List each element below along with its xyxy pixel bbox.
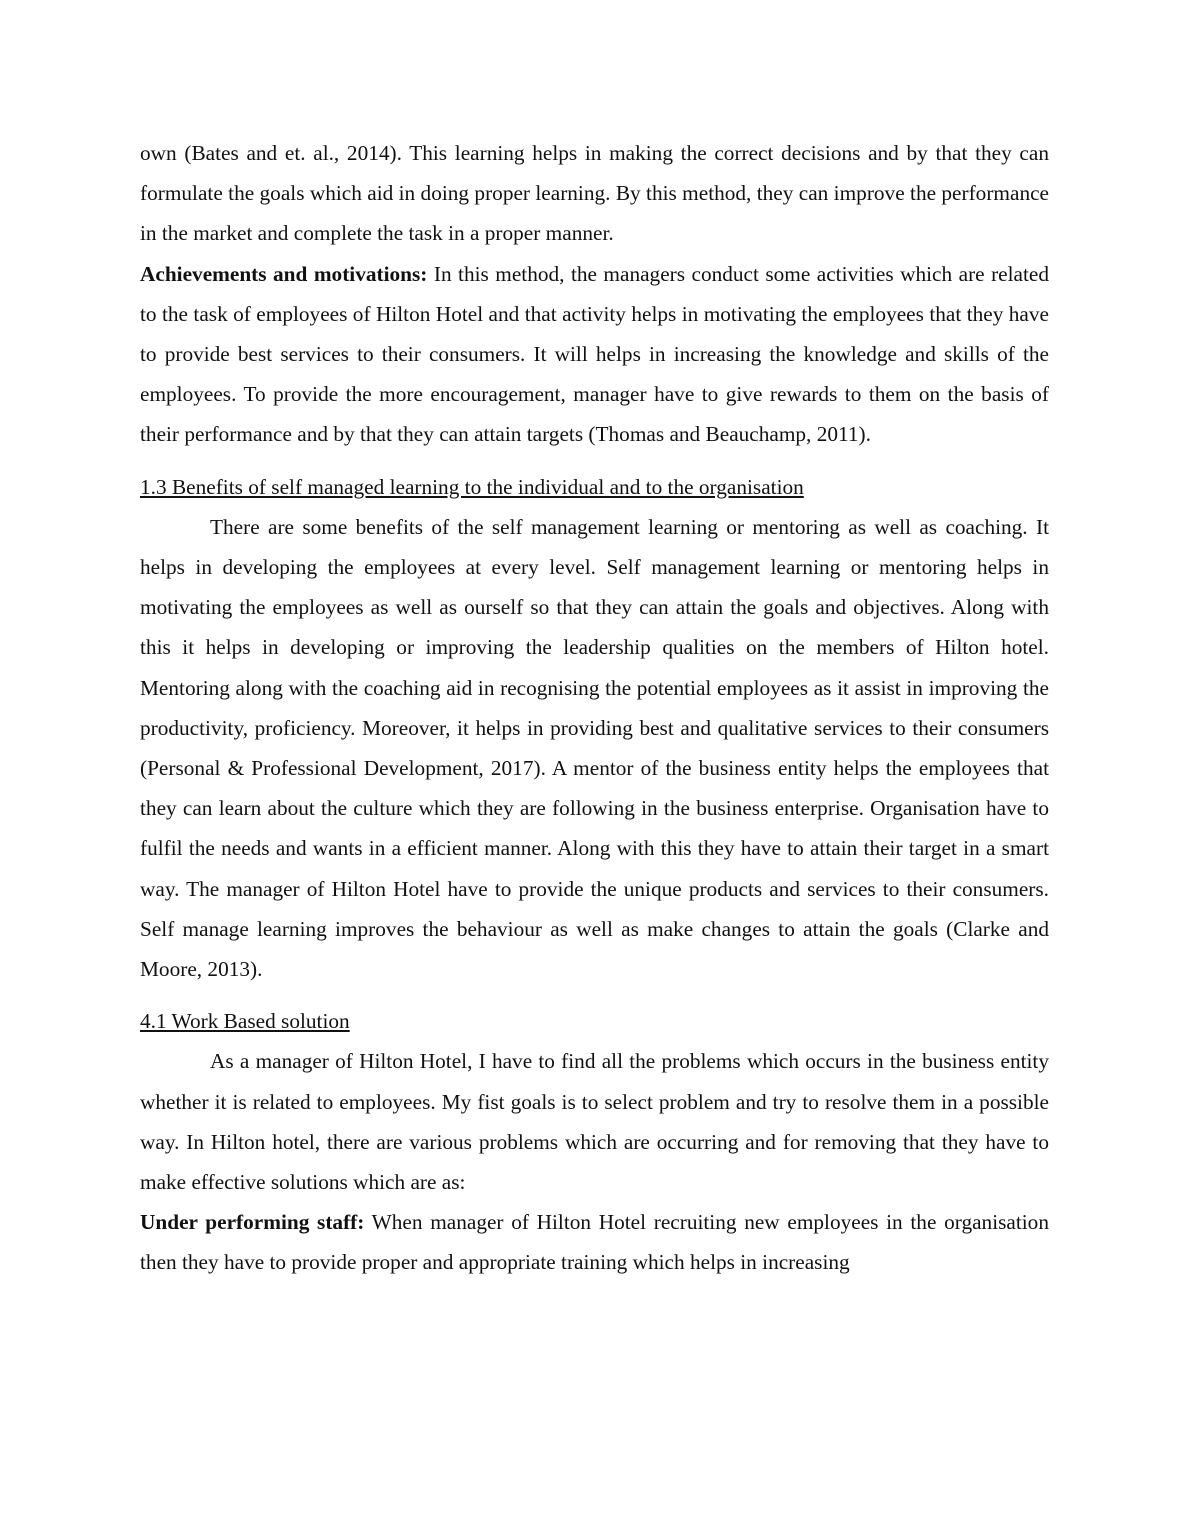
section-heading-4-1: 4.1 Work Based solution [140, 1009, 350, 1034]
paragraph-achievements [140, 254, 1049, 455]
under-performing-body: When manager of Hilton Hotel recruiting new employees in the organisation then they have to provide proper and appropriate training which helps in increasing [140, 1210, 1049, 1275]
paragraph-work-based: As a manager of Hilton Hotel, I have to find all the problems which occurs in the business entity whether it is related to employees. My fist goals is to select problem and try to resolve them in a possible way. In Hilton hotel, there are various problems which are occurring and for removing that they have to make effective solutions which are as: [140, 1049, 1049, 1195]
achievements-lead: Achievements and motivations: [140, 261, 428, 286]
section-heading-1-3: 1.3 Benefits of self managed learning to the individual and to the organisation [140, 474, 804, 499]
paragraph-bates: own (Bates and et. al., 2014). This learning helps in making the correct decisions and by that they can formulate the goals which aid in doing proper learning. By this method, they can improve the performance in the market and complete the task in a proper manner. [140, 141, 1049, 246]
under-performing-lead: Under performing staff: [140, 1210, 365, 1235]
paragraph-under-performing [140, 1202, 1049, 1282]
achievements-body: In this method, the managers conduct some activities which are related to the task of employees of Hilton Hotel and that activity helps in motivating the employees that they have to provide best services to their consumers. It will helps in increasing the knowledge and skills of the employees. To provide the more encouragement, manager have to give rewards to them on the basis of their performance and by that they can attain targets (Thomas and Beauchamp, 2011). [140, 261, 1049, 447]
paragraph-benefits: There are some benefits of the self management learning or mentoring as well as coaching. It helps in developing the employees at every level. Self management learning or mentoring helps in motivating the employees as well as ourself so that they can attain the goals and objectives. Along with this it helps in developing or improving the leadership qualities on the members of Hilton hotel. Mentoring along with the coaching aid in recognising the potential employees as it assist in improving the productivity, proficiency. Moreover, it helps in providing best and qualitative services to their consumers (Personal & Professional Development, 2017). A mentor of the business entity helps the employees that they can learn about the culture which they are following in the business enterprise. Organisation have to fulfil the needs and wants in a efficient manner. Along with this they have to attain their target in a smart way. The manager of Hilton Hotel have to provide the unique products and services to their consumers. Self manage learning improves the behaviour as well as make changes to attain the goals (Clarke and Moore, 2013). [140, 514, 1049, 982]
document-page [140, 133, 1049, 1283]
